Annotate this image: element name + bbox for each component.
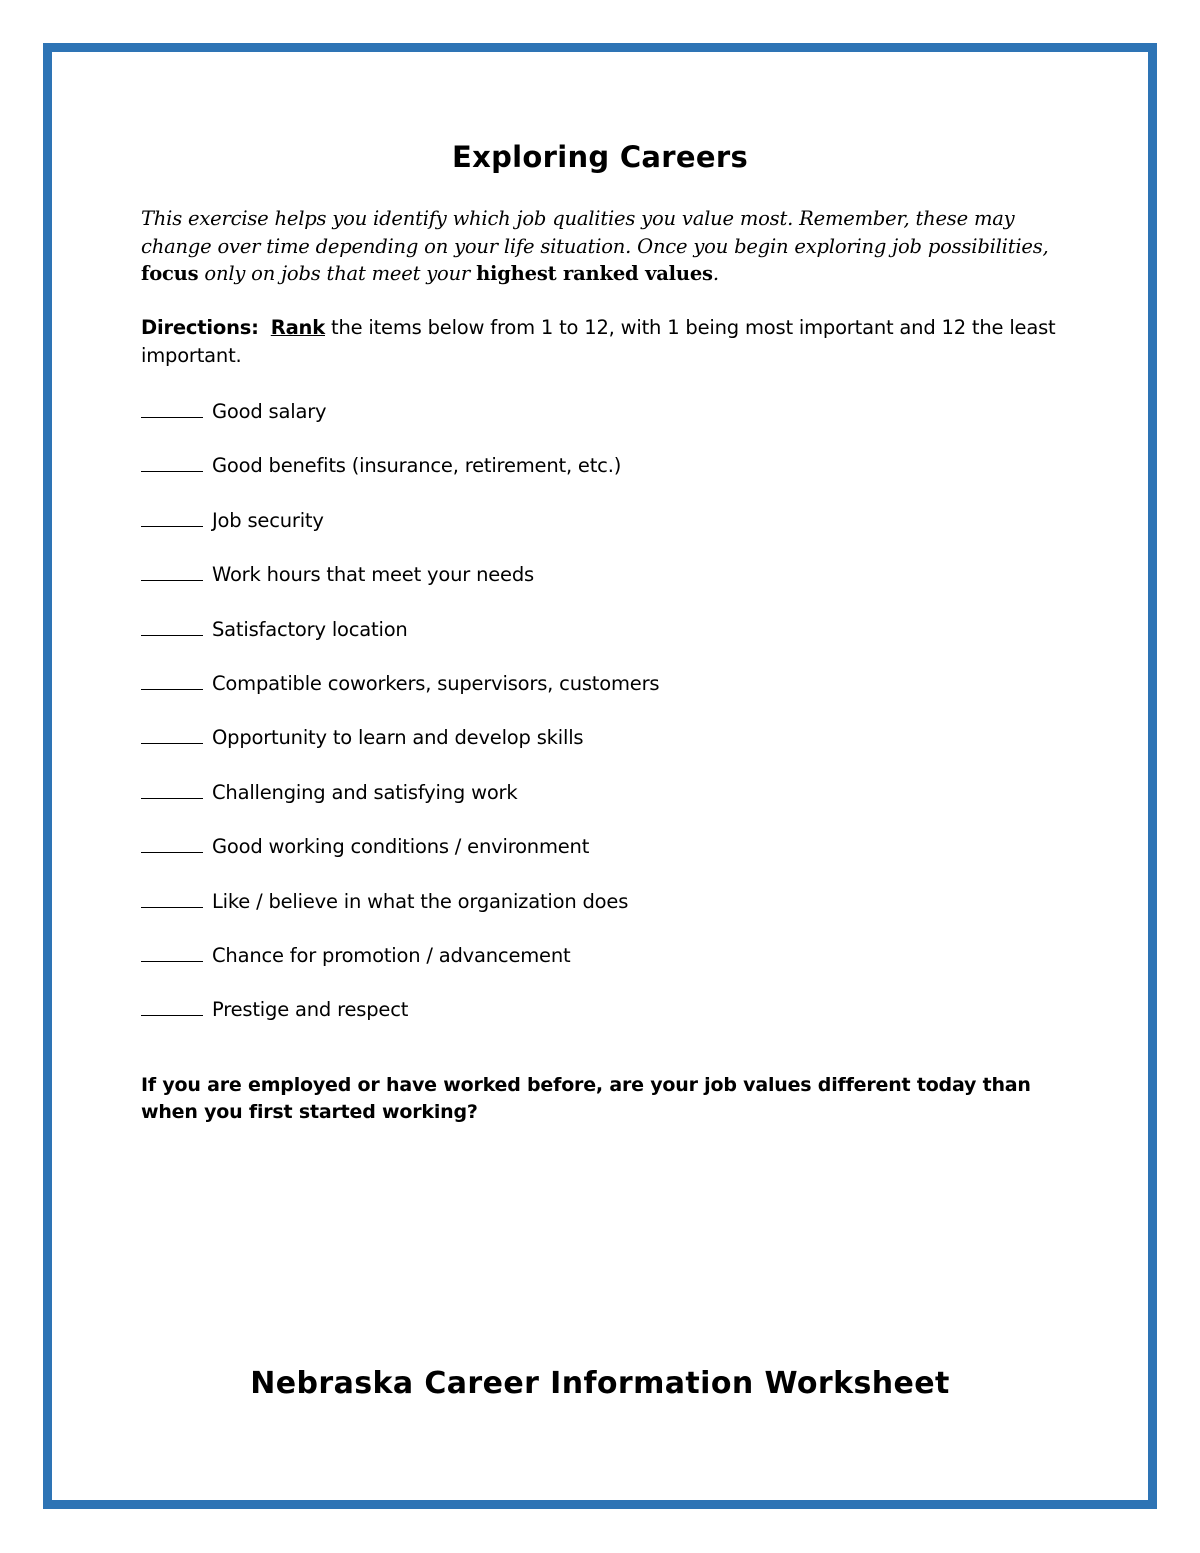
ranking-item xyxy=(141,505,659,559)
directions-rank: Rank xyxy=(270,316,325,339)
ranking-item xyxy=(141,559,659,613)
ranking-list xyxy=(141,396,659,1049)
directions-text: the items below from 1 to 12, with 1 being most important and 12 the least important. xyxy=(141,316,1056,367)
directions-paragraph xyxy=(141,314,1071,370)
intro-paragraph xyxy=(141,205,1071,288)
ranking-item-label: Challenging and satisfying work xyxy=(212,780,518,804)
rank-blank[interactable] xyxy=(141,722,203,744)
intro-focus: focus xyxy=(141,262,199,285)
ranking-item-label: Good salary xyxy=(212,400,327,423)
ranking-item xyxy=(141,831,659,885)
ranking-item-label: Satisfactory location xyxy=(212,617,408,641)
ranking-item xyxy=(141,994,659,1048)
ranking-item xyxy=(141,777,659,831)
ranking-item-label: Work hours that meet your needs xyxy=(212,563,534,587)
ranking-item xyxy=(141,614,659,668)
ranking-item xyxy=(141,722,659,776)
rank-blank[interactable] xyxy=(141,994,203,1016)
ranking-item-label: Compatible coworkers, supervisors, customers xyxy=(212,671,660,695)
intro-highest-ranked: highest ranked values xyxy=(476,262,713,285)
rank-blank[interactable] xyxy=(141,831,203,853)
rank-blank[interactable] xyxy=(141,450,203,472)
ranking-item xyxy=(141,886,659,940)
intro-text-1: This exercise helps you identify which job qualities you value most. Remember, these may change over time depending on your life situation. Once you begin exploring job possibilities, xyxy=(141,207,1049,258)
ranking-item xyxy=(141,668,659,722)
ranking-item xyxy=(141,396,659,450)
rank-blank[interactable] xyxy=(141,668,203,690)
footer-title: Nebraska Career Information Worksheet xyxy=(250,1366,950,1401)
ranking-item-label: Like / believe in what the organization does xyxy=(212,889,629,913)
ranking-item-label: Job security xyxy=(212,508,324,532)
page-title: Exploring Careers xyxy=(451,140,749,174)
rank-blank[interactable] xyxy=(141,886,203,908)
ranking-item-label: Good benefits (insurance, retirement, etc.) xyxy=(212,454,622,478)
ranking-item-label: Opportunity to learn and develop skills xyxy=(212,726,584,750)
rank-blank[interactable] xyxy=(141,396,203,418)
rank-blank[interactable] xyxy=(141,940,203,962)
ranking-item xyxy=(141,940,659,994)
intro-text-2: only on jobs that meet your xyxy=(198,262,477,285)
ranking-item xyxy=(141,450,659,504)
reflection-question: If you are employed or have worked before, are your job values different today than when you first started working? xyxy=(141,1074,1031,1123)
rank-blank[interactable] xyxy=(141,777,203,799)
rank-blank[interactable] xyxy=(141,505,203,527)
rank-blank[interactable] xyxy=(141,559,203,581)
intro-end: . xyxy=(712,262,719,285)
ranking-item-label: Prestige and respect xyxy=(212,998,409,1022)
directions-label: Directions: xyxy=(141,316,259,339)
ranking-item-label: Chance for promotion / advancement xyxy=(212,943,571,967)
rank-blank[interactable] xyxy=(141,614,203,636)
ranking-item-label: Good working conditions / environment xyxy=(212,835,590,859)
